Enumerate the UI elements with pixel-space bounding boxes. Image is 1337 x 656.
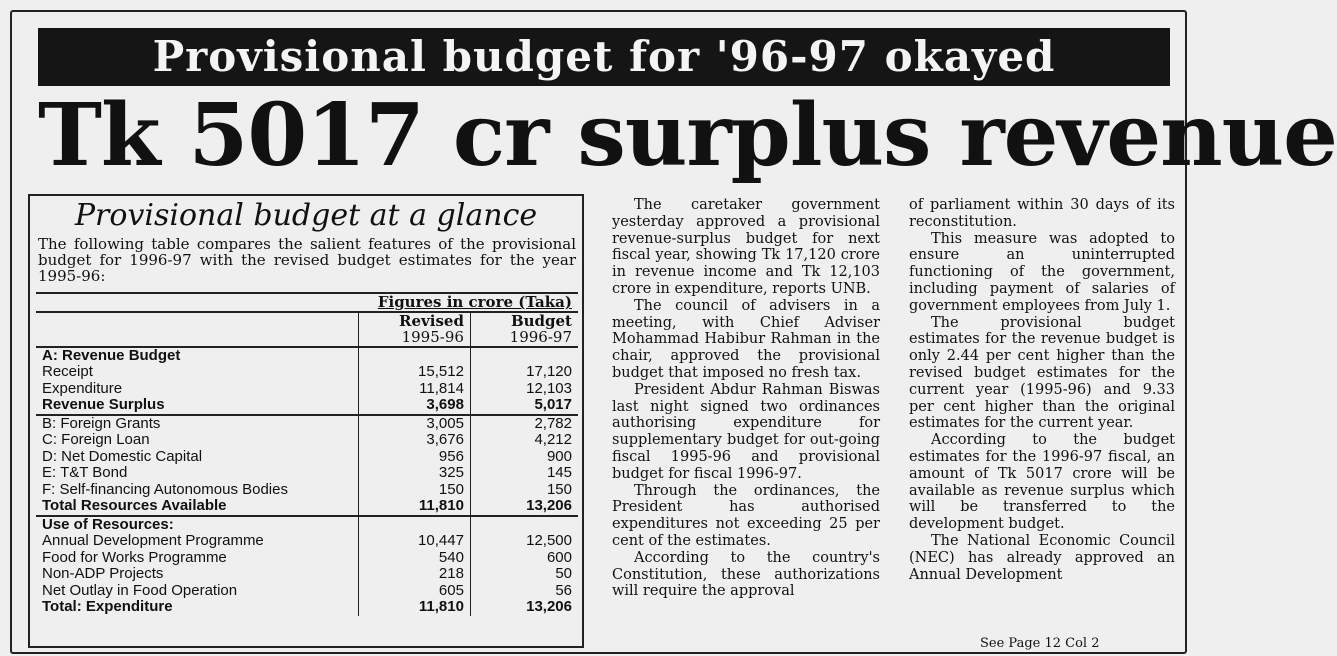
row-value: 150 xyxy=(470,482,578,499)
col1-head: Revised xyxy=(359,312,471,330)
row-label: B: Foreign Grants xyxy=(36,415,359,433)
section-a-label: A: Revenue Budget xyxy=(36,347,359,365)
table-row xyxy=(36,449,578,466)
row-label: Net Outlay in Food Operation xyxy=(42,581,238,599)
box-intro: The following table compares the salient features of the provisional budget for 1996-97 with the revised budget estimates for the year 1995-96: xyxy=(38,235,576,285)
article-column-2 xyxy=(909,197,1175,583)
table-row xyxy=(36,516,578,534)
row-value: 11,810 xyxy=(359,498,471,516)
row-label: Food for Works Programme xyxy=(42,548,227,566)
budget-box xyxy=(28,194,584,648)
row-value: 13,206 xyxy=(470,599,578,616)
row-value: 150 xyxy=(359,482,471,499)
row-label: F: Self-financing Autonomous Bodies xyxy=(42,480,288,498)
row-value: 900 xyxy=(470,449,578,466)
article-paragraph: This measure was adopted to ensure an uninterrupted functioning of the government, including payment of salaries of government employees from July 1. xyxy=(909,230,1175,314)
row-value: 11,814 xyxy=(359,381,471,398)
table-row xyxy=(36,312,578,330)
row-value: 218 xyxy=(359,566,471,583)
table-row xyxy=(36,432,578,449)
table-row xyxy=(36,482,578,499)
row-label: Revenue Surplus xyxy=(42,396,165,413)
table-row xyxy=(36,533,578,550)
figures-label: Figures in crore (Taka) xyxy=(359,293,579,312)
continuation-note: See Page 12 Col 2 xyxy=(980,636,1100,651)
table-row xyxy=(36,583,578,600)
table-row xyxy=(36,293,578,312)
table-row xyxy=(36,364,578,381)
row-value: 13,206 xyxy=(470,498,578,516)
box-title: Provisional budget at a glance xyxy=(74,198,538,233)
budget-table xyxy=(36,292,578,616)
row-value: 17,120 xyxy=(470,364,578,381)
row-value: 56 xyxy=(470,583,578,600)
table-row xyxy=(36,498,578,516)
row-value: 11,810 xyxy=(359,599,471,616)
row-label: Receipt xyxy=(42,363,93,380)
row-label: Total Resources Available xyxy=(42,497,227,514)
row-value: 605 xyxy=(359,583,471,600)
row-value: 600 xyxy=(470,550,578,567)
row-value: 4,212 xyxy=(470,432,578,449)
col2-head: Budget xyxy=(470,312,578,330)
row-value: 5,017 xyxy=(470,397,578,415)
row-label: Expenditure xyxy=(42,379,123,397)
article-column-1 xyxy=(612,197,880,600)
table-row xyxy=(36,415,578,433)
article-paragraph: The provisional budget estimates for the revenue budget is only 2.44 per cent higher than the revised budget estimates for the current year (1995-96) and 9.33 per cent higher than the original estimates for the current year. xyxy=(909,314,1175,432)
row-value: 3,676 xyxy=(359,432,471,449)
article-paragraph: The council of advisers in a meeting, with Chief Adviser Mohammad Habibur Rahman in the chair, approved the provisional budget that imposed no fresh tax. xyxy=(612,297,880,381)
table-row xyxy=(36,329,578,347)
row-value: 12,500 xyxy=(470,533,578,550)
row-value: 145 xyxy=(470,465,578,482)
article-paragraph: The caretaker government yesterday approved a provisional revenue-surplus budget for next fiscal year, showing Tk 17,120 crore in revenue income and Tk 12,103 crore in expenditure, reports UNB. xyxy=(612,197,880,297)
row-value: 3,698 xyxy=(359,397,471,415)
row-value: 10,447 xyxy=(359,533,471,550)
row-value: 50 xyxy=(470,566,578,583)
table-row xyxy=(36,599,578,616)
headline: Tk 5017 cr surplus revenue xyxy=(38,85,1337,186)
row-label: Non-ADP Projects xyxy=(42,565,164,582)
row-value: 15,512 xyxy=(359,364,471,381)
table-row xyxy=(36,465,578,482)
row-label: D: Net Domestic Capital xyxy=(42,447,203,465)
article-paragraph: Through the ordinances, the President has authorised expenditures not exceeding 25 per cent of the estimates. xyxy=(612,482,880,549)
col1-year: 1995-96 xyxy=(359,329,471,347)
article-paragraph: President Abdur Rahman Biswas last night signed two ordinances authorising expenditure for supplementary budget for out-going fiscal 1995-96 and provisional budget for fiscal 1996-97. xyxy=(612,381,880,482)
row-value: 325 xyxy=(359,465,471,482)
table-row xyxy=(36,381,578,398)
table-row xyxy=(36,550,578,567)
col2-year: 1996-97 xyxy=(470,329,578,347)
article-paragraph: According to the country's Constitution, these authorizations will require the approval xyxy=(612,549,880,600)
row-label: Total: Expenditure xyxy=(42,598,173,615)
table-row xyxy=(36,397,578,415)
article-paragraph: The National Economic Council (NEC) has already approved an Annual Development xyxy=(909,532,1175,583)
article-paragraph: of parliament within 30 days of its reconstitution. xyxy=(909,197,1175,230)
article-paragraph: According to the budget estimates for the 1996-97 fiscal, an amount of Tk 5017 crore will be available as revenue surplus which will be transferred to the development budget. xyxy=(909,432,1175,533)
row-value: 956 xyxy=(359,449,471,466)
table-row xyxy=(36,347,578,365)
row-label: E: T&T Bond xyxy=(42,464,128,481)
row-label: Annual Development Programme xyxy=(42,532,264,549)
row-value: 540 xyxy=(359,550,471,567)
row-label: C: Foreign Loan xyxy=(42,431,150,448)
kicker-banner: Provisional budget for '96-97 okayed xyxy=(38,28,1170,86)
use-of-resources-label: Use of Resources: xyxy=(36,516,359,534)
table-row xyxy=(36,566,578,583)
row-value: 2,782 xyxy=(470,415,578,433)
row-value: 3,005 xyxy=(359,415,471,433)
row-value: 12,103 xyxy=(470,381,578,398)
